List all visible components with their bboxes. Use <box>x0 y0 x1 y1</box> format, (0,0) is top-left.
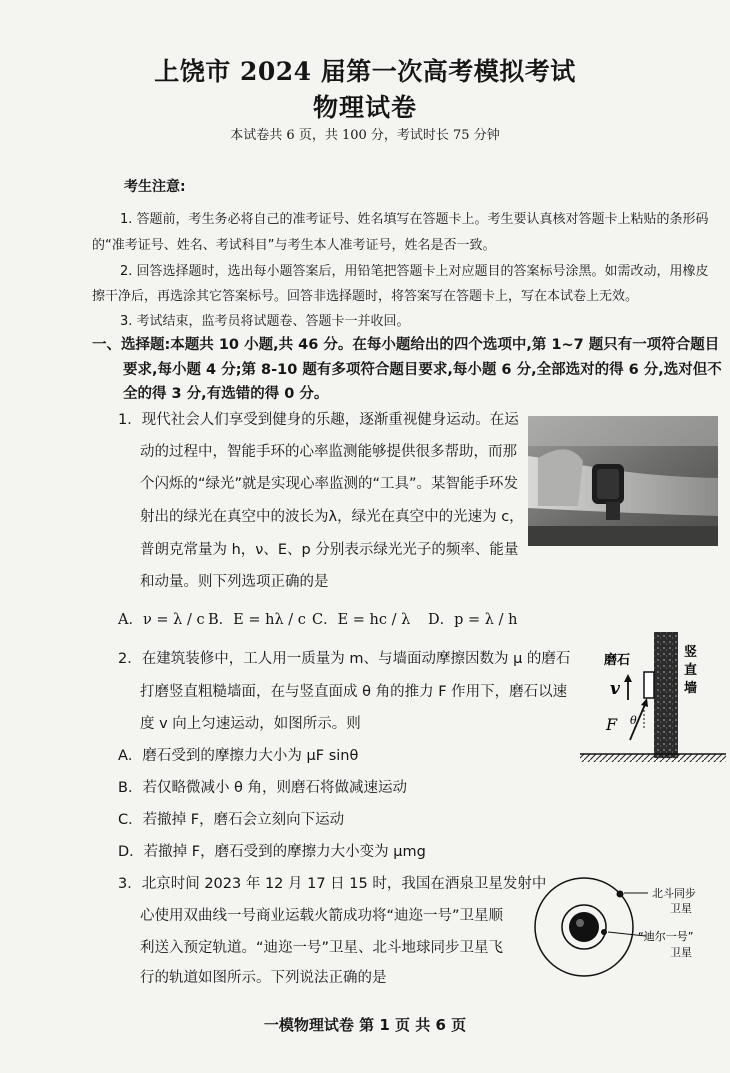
stone-block <box>644 672 654 698</box>
option-b: B．E = hλ / c <box>208 612 306 628</box>
question-line: 个闪烁的“绿光”就是实现心率监测的“工具”。某智能手环发 <box>140 476 519 492</box>
notice-line: 3. 考试结束，监考员将试题卷、答题卡一并收回。 <box>120 314 410 329</box>
section-heading: 要求,每小题 4 分;第 8-10 题有多项符合题目要求,每小题 6 分,全部选对的得 6 分,选对但不 <box>123 362 722 378</box>
wall-shape <box>654 632 678 758</box>
question-line: 行的轨道如图所示。下列说法正确的是 <box>140 970 387 986</box>
wall-label: 墙 <box>684 681 698 696</box>
question-line: 普朗克常量为 h，ν、E、p 分别表示绿光光子的频率、能量 <box>140 542 519 558</box>
stone-label: 磨石 <box>604 653 631 668</box>
question-line: 度 v 向上匀速运动，如图所示。则 <box>140 716 361 732</box>
notice-line: 擦干净后，再选涂其它答案标号。回答非选择题时，将答案写在答题卡上，写在本试卷上无效。 <box>92 289 639 304</box>
section-heading: 一、选择题:本题共 10 小题,共 46 分。在每小题给出的四个选项中,第 1~7 题只有一项符合题目 <box>92 337 720 353</box>
dier-label: “迪尔一号” <box>638 930 694 943</box>
wall-grinder-diagram <box>578 628 728 768</box>
question-line: 利送入预定轨道。“迪迩一号”卫星、北斗地球同步卫星飞 <box>140 940 504 956</box>
question-line: 1．现代社会人们享受到健身的乐趣，逐渐重视健身运动。在运 <box>118 412 519 428</box>
orbit-diagram <box>528 872 728 992</box>
option-a: A．ν = λ / c <box>118 612 205 628</box>
force-label: F <box>606 715 618 734</box>
wall-label: 直 <box>684 663 698 678</box>
dier-label: 卫星 <box>670 946 692 959</box>
notice-line: 的“准考证号、姓名、考试科目”与考生本人准考证号，姓名是否一致。 <box>92 238 496 253</box>
question-line: 和动量。则下列选项正确的是 <box>140 574 329 590</box>
ground-shape <box>580 754 726 762</box>
question-line: 2．在建筑装修中，工人用一质量为 m、与墙面动摩擦因数为 μ 的磨石 <box>118 651 571 667</box>
question-line: 射出的绿光在真空中的波长为λ，绿光在真空中的光速为 c， <box>140 509 524 525</box>
wall-label: 竖 <box>684 645 698 660</box>
notice-line: 2. 回答选择题时，选出每小题答案后，用铅笔把答题卡上对应题目的答案标号涂黑。如需改动，用橡皮 <box>120 264 709 279</box>
beidou-satellite <box>617 891 624 898</box>
option-c: C．E = hc / λ <box>312 612 411 628</box>
velocity-label: v <box>610 679 620 699</box>
angle-label: θ <box>630 714 637 727</box>
subject-title: 物理试卷 <box>312 93 417 122</box>
beidou-label: 卫星 <box>670 902 692 915</box>
option-d: D．p = λ / h <box>428 612 518 628</box>
smartwatch-photo <box>528 416 718 546</box>
beidou-label: 北斗同步 <box>652 887 696 900</box>
option-b: B．若仅略微减小 θ 角，则磨石将做减速运动 <box>118 780 408 796</box>
question-line: 打磨竖直粗糙墙面，在与竖直面成 θ 角的推力 F 作用下，磨石以速 <box>140 684 568 700</box>
exam-title: 上饶市 2024 届第一次高考模拟考试 <box>154 57 576 86</box>
question-line: 动的过程中，智能手环的心率监测能够提供很多帮助，而那 <box>140 444 517 460</box>
option-d: D．若撤掉 F，磨石受到的摩擦力大小变为 μmg <box>118 844 426 860</box>
notice-heading: 考生注意: <box>124 179 186 195</box>
exam-meta: 本试卷共 6 页，共 100 分，考试时长 75 分钟 <box>230 128 500 143</box>
earth <box>569 912 599 942</box>
dier-satellite <box>601 929 607 935</box>
option-a: A．磨石受到的摩擦力大小为 μF sinθ <box>118 748 359 764</box>
page-footer: 一模物理试卷 第 1 页 共 6 页 <box>263 1016 467 1034</box>
option-c: C．若撤掉 F，磨石会立刻向下运动 <box>118 812 345 828</box>
question-line: 心使用双曲线一号商业运载火箭成功将“迪迩一号”卫星顺 <box>140 908 504 924</box>
question-line: 3．北京时间 2023 年 12 月 17 日 15 时，我国在酒泉卫星发射中 <box>118 876 547 892</box>
section-heading: 全的得 3 分,有选错的得 0 分。 <box>123 386 329 402</box>
notice-line: 1. 答题前，考生务必将自己的准考证号、姓名填写在答题卡上。考生要认真核对答题卡上粘贴的条形码 <box>120 212 709 227</box>
